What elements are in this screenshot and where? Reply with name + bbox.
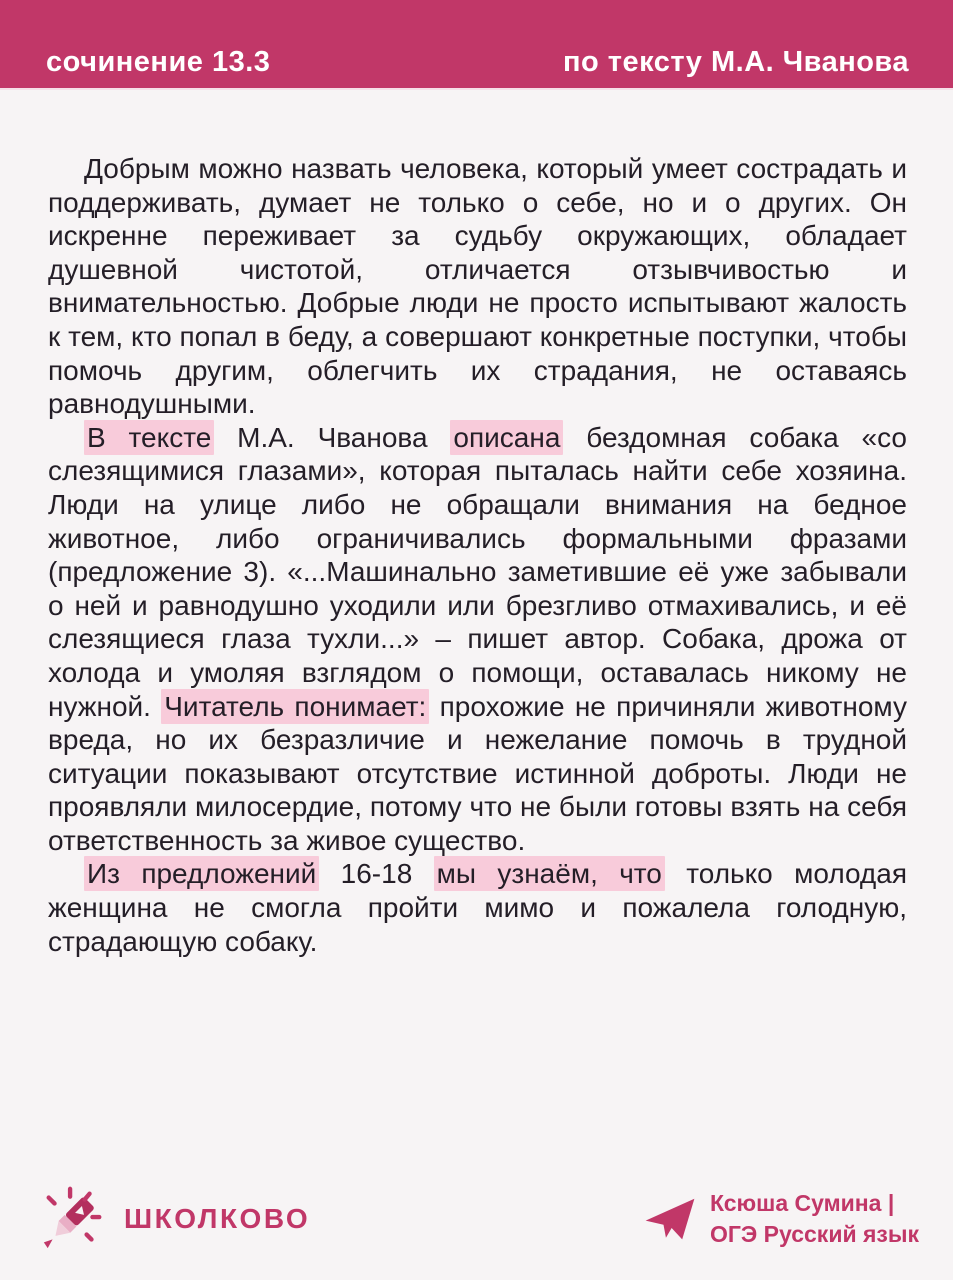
essay-paragraph	[48, 152, 907, 421]
pencil-spark-icon	[38, 1184, 108, 1254]
text-segment: Добрым можно назвать человека, который умеет сострадать и поддерживать, думает не только о себе, но и о других. Он искренне переживает за судьбу окружающих, обладает душевной чистотой, отличается отзывчивостью и внимательностью. Добрые люди не просто испытывают жалость к тем, кто попал в беду, а совершают конкретные поступки, чтобы помочь другим, облегчить их страдания, не оставаясь равнодушными.	[48, 153, 907, 420]
essay-paragraph	[48, 857, 907, 958]
header-title-left: сочинение 13.3	[46, 46, 271, 78]
brand-name: ШКОЛКОВО	[124, 1203, 311, 1234]
header-bar	[0, 0, 953, 88]
text-segment: М.А. Чванова	[214, 421, 451, 453]
highlighted-phrase: описана	[450, 420, 563, 455]
text-segment: только молодая женщина не смогла пройти мимо и пожалела голодную, страдающую собаку.	[48, 858, 908, 957]
highlighted-phrase: Читатель понимает:	[161, 689, 429, 724]
highlighted-phrase: В тексте	[84, 420, 214, 455]
text-segment: 16-18	[319, 858, 434, 890]
essay-body	[48, 152, 907, 958]
highlighted-phrase: Из предложений	[84, 856, 319, 891]
channel-subject: ОГЭ Русский язык	[709, 1221, 919, 1247]
channel-text	[710, 1188, 919, 1250]
footer	[0, 1184, 953, 1254]
essay-paragraph	[48, 421, 907, 858]
brand-block	[38, 1184, 310, 1254]
text-segment: бездомная собака «со слезящимися глазами», которая пыталась найти себе хозяина. Люди на улице либо не обращали внимания на бедное животное, либо ограничивались формальными фразами (предложение 3). «...Машинально заметившие её уже забывали о ней и равнодушно уходили или брезгливо отмахивались, и её слезящиеся глаза тухли...» – пишет автор. Собака, дрожа от холода и умоляя взглядом о помощи, оставалась никому не нужной.	[48, 421, 907, 722]
channel-block	[644, 1188, 919, 1250]
highlighted-phrase: мы узнаём, что	[434, 856, 665, 891]
text-segment: прохожие не причиняли животному вреда, но их безразличие и нежелание помочь в трудной ситуации показывают отсутствие истинной доброты. Люди не проявляли милосердие, потому что не были готовы взять на себя ответственность за живое существо.	[48, 690, 907, 856]
channel-author: Ксюша Сумина |	[709, 1190, 895, 1216]
telegram-plane-icon	[644, 1196, 696, 1242]
header-title-right: по тексту М.А. Чванова	[562, 46, 909, 78]
